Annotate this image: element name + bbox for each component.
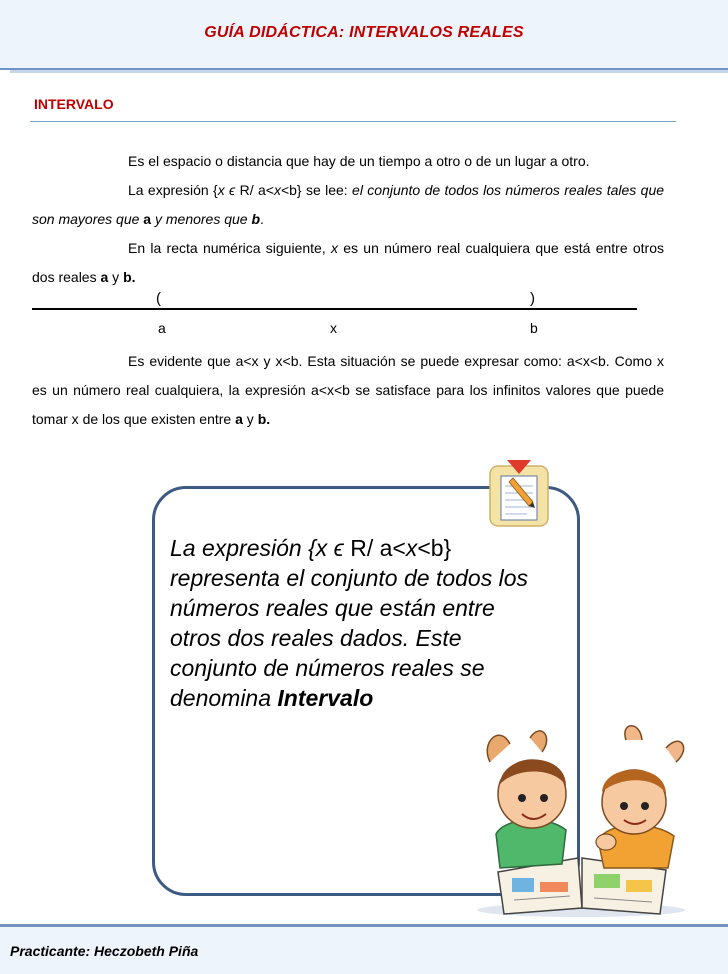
kids-reading-illustration: [470, 722, 692, 918]
footer-author: Practicante: Heczobeth Piña: [10, 943, 199, 959]
callout-text-1: La expresión {: [170, 535, 316, 561]
header-title: GUÍA DIDÁCTICA: INTERVALOS REALES: [204, 24, 524, 41]
callout-text-5: <b}: [417, 535, 452, 561]
label-b: b: [530, 320, 538, 336]
page-footer: [0, 924, 728, 974]
paragraph-number-line: [32, 234, 664, 292]
number-line-axis: [32, 308, 637, 310]
section-heading: INTERVALO: [34, 96, 114, 112]
callout-text: [170, 533, 550, 713]
p3-text-5: y: [108, 269, 124, 285]
p3-text-6: b.: [123, 269, 136, 285]
number-line: [32, 290, 642, 344]
p4-text-4: b.: [257, 411, 271, 427]
p3-text-2: x: [330, 240, 338, 256]
p3-text-4: a: [100, 269, 109, 285]
label-x: x: [330, 320, 337, 336]
callout-text-4: x: [405, 535, 418, 561]
open-parenthesis: (: [156, 290, 161, 307]
p4-text-3: y: [242, 411, 258, 427]
close-parenthesis: ): [530, 290, 535, 307]
callout-text-6: representa el conjunto de todos los números reales que están entre otros dos reales dados. Este conjunto de números reales se denomina: [170, 565, 529, 711]
p2-text-3: R/ a<: [235, 182, 274, 198]
callout-text-7: Intervalo: [277, 685, 374, 711]
p2-text-5: <b}: [280, 182, 302, 198]
section-rule: [30, 121, 676, 122]
p2-text-9: y menores que: [151, 211, 252, 227]
p2-text-1: La expresión {: [128, 182, 218, 198]
p4-text-1: Es evidente que a<x y x<b. Esta situación se puede expresar como: a<x<b. Como x es un número real cualquiera, la expresión a<x<b se satisface para los infinitos valores que puede tomar x de los que existen entre: [32, 353, 664, 427]
p4-text-2: a: [235, 411, 243, 427]
paragraph-expression: [32, 176, 664, 234]
p2-text-10: b: [251, 211, 261, 227]
callout-text-2: x ϵ: [315, 535, 344, 561]
p2-text-6: se lee:: [301, 182, 353, 198]
paragraph-evident: [32, 347, 664, 434]
p3-text-3: es un número real cualquiera que está entre otros dos reales: [32, 240, 664, 285]
page-header: [0, 0, 728, 70]
label-a: a: [158, 320, 166, 336]
paragraph-definition-text: Es el espacio o distancia que hay de un tiempo a otro o de un lugar a otro.: [128, 153, 590, 169]
p2-text-4: x: [273, 182, 281, 198]
p3-text-1: En la recta numérica siguiente,: [128, 240, 331, 256]
header-divider: [10, 70, 728, 73]
p2-text-11: .: [260, 211, 264, 227]
paragraph-definition: [32, 147, 664, 176]
p2-text-2: x ϵ: [217, 182, 236, 198]
callout-text-3: R/ a<: [343, 535, 406, 561]
notepad-pencil-icon: [487, 458, 551, 530]
p2-text-7: el conjunto de todos los números reales tales que son mayores que: [32, 182, 665, 227]
p2-text-8: a: [143, 211, 152, 227]
